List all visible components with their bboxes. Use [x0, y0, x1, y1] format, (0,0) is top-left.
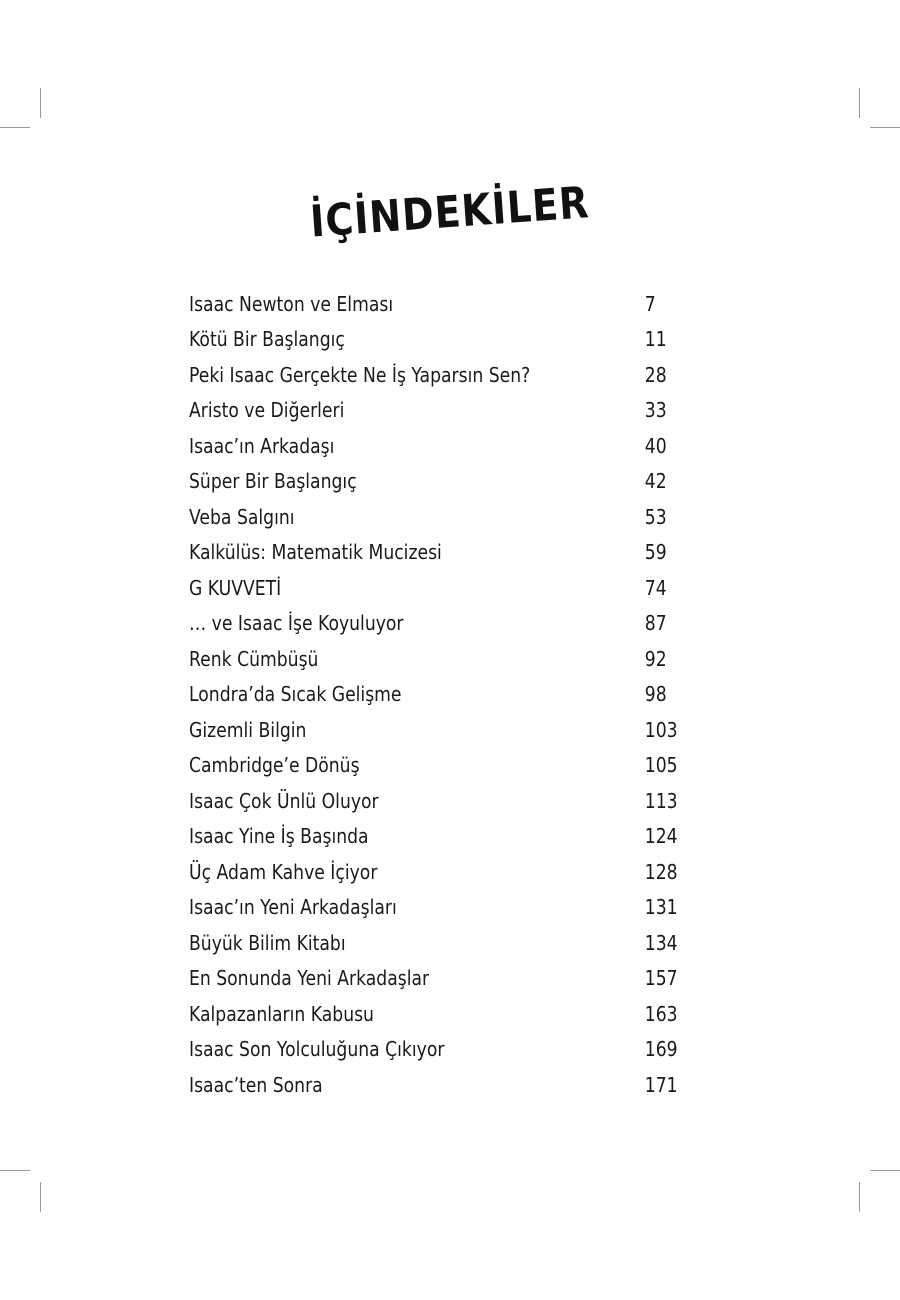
- toc-entry-title: Gizemli Bilgin: [189, 717, 307, 742]
- toc-entry-title: Isaac’ın Arkadaşı: [189, 433, 335, 458]
- toc-entry-page-number: 92: [644, 646, 667, 671]
- toc-entry-page-number: 128: [644, 859, 678, 884]
- toc-entry-title: Isaac Newton ve Elması: [189, 291, 394, 316]
- crop-mark-top-right-horizontal: [870, 127, 900, 128]
- toc-entry-page-number: 131: [644, 895, 678, 920]
- toc-entry-title: Isaac Çok Ünlü Oluyor: [189, 788, 379, 813]
- title-container: [0, 177, 900, 247]
- toc-entry-title: Isaac Yine İş Başında: [189, 824, 369, 849]
- toc-entry: [189, 748, 678, 784]
- toc-entry: [189, 819, 678, 855]
- crop-mark-bottom-right-vertical: [859, 1182, 860, 1212]
- toc-entry: [189, 890, 678, 926]
- toc-entry-title: Peki Isaac Gerçekte Ne İş Yaparsın Sen?: [189, 362, 531, 387]
- toc-entry-page-number: 171: [644, 1072, 678, 1097]
- toc-entry: [189, 464, 667, 500]
- toc-entry-title: En Sonunda Yeni Arkadaşlar: [189, 966, 430, 991]
- toc-entry-page-number: 40: [644, 433, 667, 458]
- toc-entry-title: Isaac’ten Sonra: [189, 1072, 323, 1097]
- toc-entry-page-number: 124: [644, 824, 678, 849]
- toc-entry: [189, 357, 667, 393]
- toc-entry-page-number: 105: [644, 753, 678, 778]
- toc-entry-page-number: 87: [644, 611, 667, 636]
- toc-entry-page-number: 7: [644, 291, 656, 316]
- toc-entry: [189, 854, 678, 890]
- toc-entry: [189, 606, 667, 642]
- table-of-contents: [189, 286, 709, 1103]
- crop-mark-top-left-vertical: [40, 88, 41, 118]
- toc-entry-title: Renk Cümbüşü: [189, 646, 319, 671]
- toc-entry-title: Isaac’ın Yeni Arkadaşları: [189, 895, 397, 920]
- toc-entry: [189, 570, 667, 606]
- toc-entry: [189, 677, 667, 713]
- crop-mark-bottom-left-horizontal: [0, 1170, 30, 1171]
- toc-entry-page-number: 11: [644, 327, 667, 352]
- toc-entry: [189, 641, 667, 677]
- toc-entry-title: Kötü Bir Başlangıç: [189, 327, 345, 352]
- crop-mark-bottom-right-horizontal: [870, 1170, 900, 1171]
- crop-mark-bottom-left-vertical: [40, 1182, 41, 1212]
- toc-entry-page-number: 28: [644, 362, 667, 387]
- toc-entry-page-number: 163: [644, 1001, 678, 1026]
- toc-entry-page-number: 169: [644, 1037, 678, 1062]
- toc-entry: [189, 535, 667, 571]
- toc-entry: [189, 499, 667, 535]
- toc-entry-title: Londra’da Sıcak Gelişme: [189, 682, 402, 707]
- toc-entry-title: Kalpazanların Kabusu: [189, 1001, 374, 1026]
- toc-entry: [189, 1067, 678, 1103]
- toc-entry: [189, 961, 678, 997]
- toc-entry-title: Veba Salgını: [189, 504, 295, 529]
- toc-entry: [189, 783, 678, 819]
- toc-entry-page-number: 103: [644, 717, 678, 742]
- toc-entry-title: Cambridge’e Dönüş: [189, 753, 360, 778]
- toc-entry-page-number: 157: [644, 966, 678, 991]
- toc-entry-title: Isaac Son Yolculuğuna Çıkıyor: [189, 1037, 445, 1062]
- toc-entry-page-number: 53: [644, 504, 667, 529]
- toc-entry-title: Aristo ve Diğerleri: [189, 398, 345, 423]
- toc-entry-page-number: 74: [644, 575, 667, 600]
- toc-entry-page-number: 59: [644, 540, 667, 565]
- toc-entry-page-number: 134: [644, 930, 678, 955]
- toc-entry-page-number: 42: [644, 469, 667, 494]
- toc-entry: [189, 286, 656, 322]
- toc-entry: [189, 322, 667, 358]
- toc-entry-title: … ve Isaac İşe Koyuluyor: [189, 611, 404, 636]
- toc-entry: [189, 393, 667, 429]
- toc-entry-page-number: 113: [644, 788, 678, 813]
- toc-entry: [189, 428, 667, 464]
- toc-entry-title: G KUVVETİ: [189, 575, 282, 600]
- toc-entry: [189, 925, 678, 961]
- toc-entry-title: Kalkülüs: Matematik Mucizesi: [189, 540, 442, 565]
- toc-entry-page-number: 98: [644, 682, 667, 707]
- toc-entry: [189, 996, 678, 1032]
- page-title: İÇİNDEKİLER: [308, 177, 592, 247]
- toc-entry-title: Üç Adam Kahve İçiyor: [189, 859, 378, 884]
- toc-entry: [189, 712, 678, 748]
- crop-mark-top-left-horizontal: [0, 127, 30, 128]
- toc-entry: [189, 1032, 678, 1068]
- crop-mark-top-right-vertical: [859, 88, 860, 118]
- toc-entry-title: Süper Bir Başlangıç: [189, 469, 357, 494]
- toc-entry-page-number: 33: [644, 398, 667, 423]
- toc-entry-title: Büyük Bilim Kitabı: [189, 930, 346, 955]
